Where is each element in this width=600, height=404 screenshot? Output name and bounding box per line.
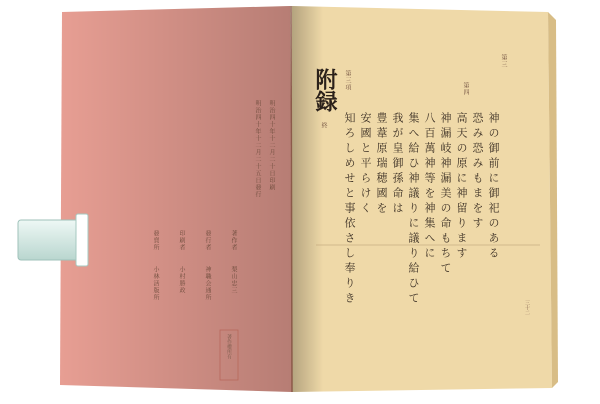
- text-line-7: 我が皇御孫命は: [391, 112, 404, 217]
- printer: 小村勝政: [178, 266, 185, 294]
- clip-tab: [76, 214, 88, 266]
- text-line-4: 神漏岐神漏美の命もちて: [439, 112, 452, 277]
- left-page-shade: [60, 6, 292, 392]
- text-line-10: 知ろしめせと事依さし奉りき: [343, 112, 356, 307]
- printer-label: 印刷者: [178, 230, 185, 251]
- text-line-1: 神の御前に御祀のある: [487, 112, 500, 262]
- text-line-5: 八百萬神等を神集へに: [423, 112, 436, 262]
- section-label-3: 第三: [500, 54, 507, 68]
- text-line-6: 集へ給ひ神議りに議り給ひて: [407, 112, 420, 307]
- section-label-item: 第三項: [344, 70, 351, 91]
- author-label: 著作者: [230, 230, 237, 251]
- stamp-text: 著作權所有: [226, 334, 232, 359]
- text-line-9: 安國と平らけく: [359, 112, 372, 217]
- colophon-date-1: 明治四十年十二月二十日印刷: [268, 100, 275, 191]
- seller: 小林活版所: [152, 266, 159, 301]
- page-number: 三十二: [524, 300, 530, 315]
- seller-label: 發賣所: [152, 230, 159, 251]
- publisher-label: 發行者: [204, 230, 211, 251]
- text-line-8: 豊葦原瑞穂國を: [375, 112, 388, 217]
- heading-note: 終: [320, 122, 327, 129]
- colophon-date-2: 明治四十年十二月二十五日發行: [254, 100, 261, 198]
- text-line-2: 恐み恐みもまをす: [471, 112, 484, 232]
- publisher: 神職会通所: [204, 266, 211, 301]
- text-line-3: 高天の原に神留ります: [455, 112, 468, 262]
- author: 梨山忠三: [230, 266, 237, 294]
- gutter: [291, 6, 292, 392]
- section-label-4: 第四: [462, 82, 469, 96]
- right-page-shade: [292, 6, 552, 392]
- appendix-heading: 附録: [312, 68, 338, 112]
